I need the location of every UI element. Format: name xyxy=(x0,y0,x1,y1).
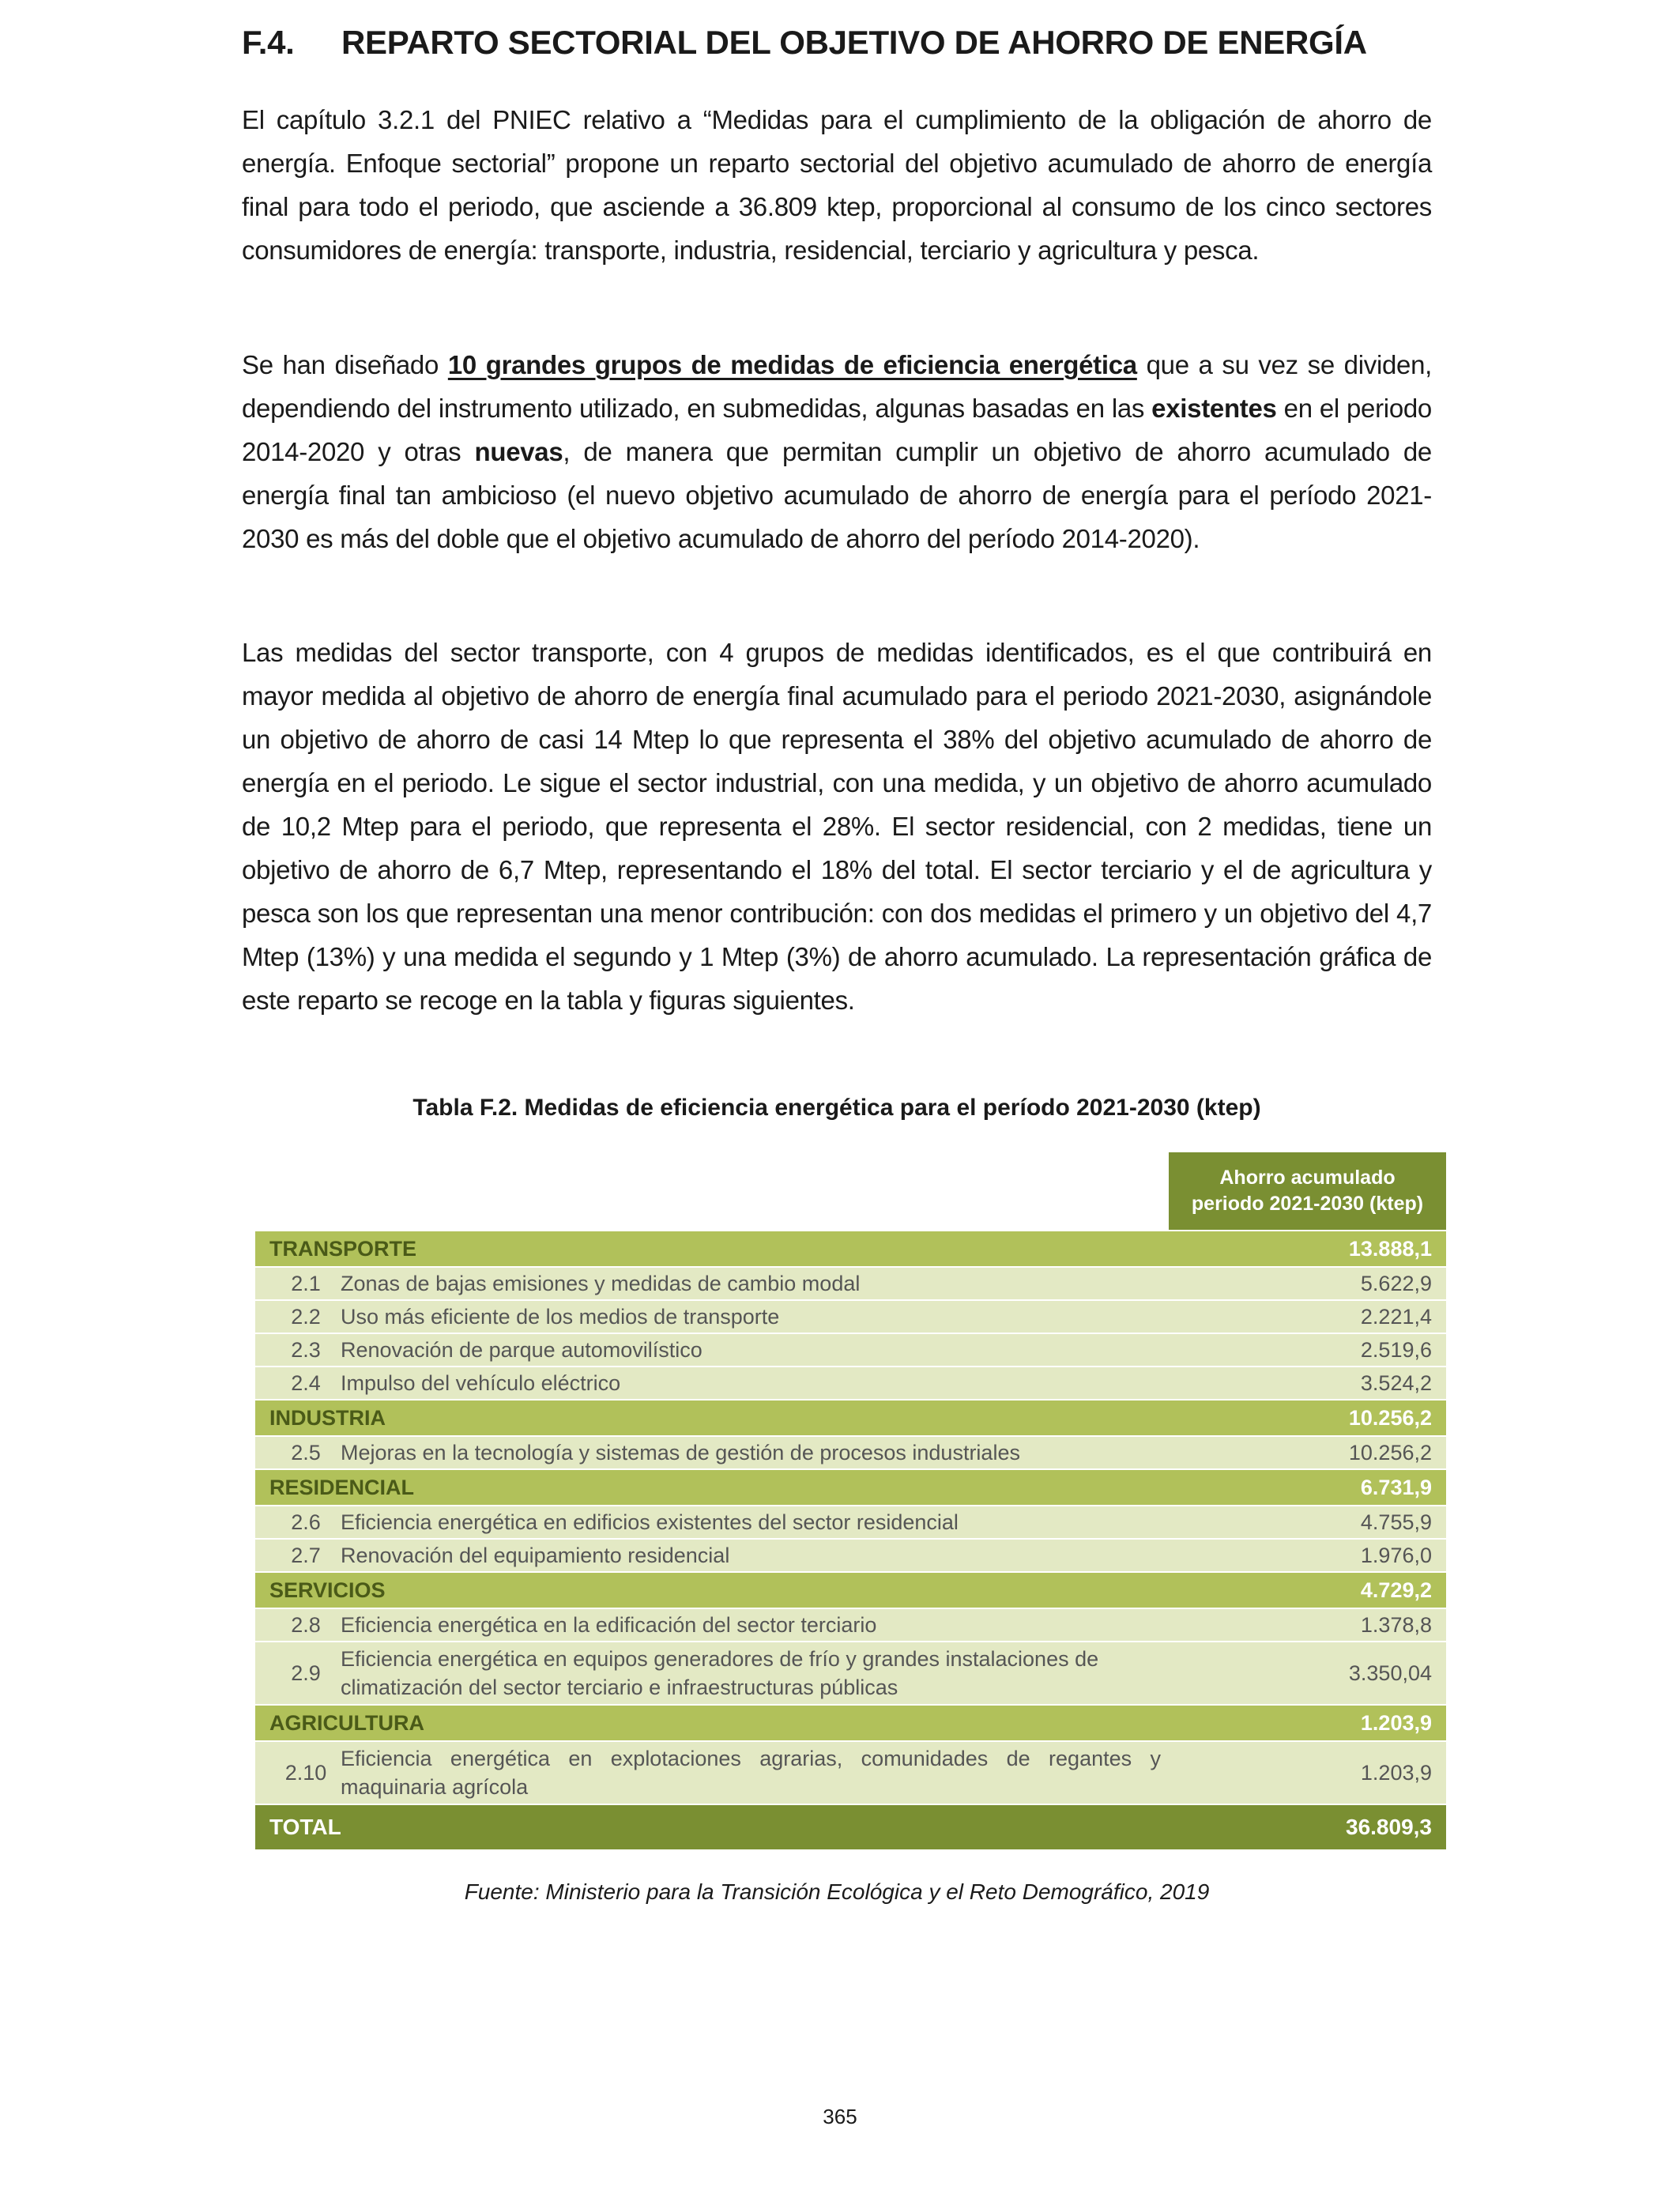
section-number: F.4. xyxy=(242,24,295,61)
table-source: Fuente: Ministerio para la Transición Ecológica y el Reto Demográfico, 2019 xyxy=(464,1879,1210,1904)
sector-row-industria xyxy=(255,1399,1446,1435)
measure-number: 2.6 xyxy=(291,1510,321,1534)
section-title: REPARTO SECTORIAL DEL OBJETIVO DE AHORRO DE ENERGÍA xyxy=(341,24,1367,61)
measure-value: 1.203,9 xyxy=(1360,1760,1432,1785)
total-row xyxy=(255,1804,1446,1849)
table-row xyxy=(255,1333,1446,1366)
measure-description: Renovación de parque automovilístico xyxy=(341,1338,703,1362)
measure-number: 2.2 xyxy=(291,1304,321,1329)
measure-value: 2.519,6 xyxy=(1360,1337,1432,1362)
measure-value: 5.622,9 xyxy=(1360,1271,1432,1295)
measure-value: 4.755,9 xyxy=(1360,1510,1432,1534)
sector-row-agricultura xyxy=(255,1704,1446,1740)
section-heading xyxy=(242,21,1443,65)
table-caption: Tabla F.2. Medidas de eficiencia energética para el período 2021-2030 (ktep) xyxy=(412,1095,1261,1121)
table-row xyxy=(255,1641,1446,1704)
sector-name: SERVICIOS xyxy=(269,1578,386,1602)
table-row xyxy=(255,1505,1446,1538)
column-header-line1: Ahorro acumulado xyxy=(1219,1167,1396,1189)
measure-description: Mejoras en la tecnología y sistemas de gestión de procesos industriales xyxy=(341,1441,1020,1465)
measure-description: Uso más eficiente de los medios de transporte xyxy=(341,1305,780,1329)
measure-number: 2.7 xyxy=(291,1543,321,1567)
total-label: TOTAL xyxy=(269,1815,341,1839)
measure-description: Eficiencia energética en edificios existentes del sector residencial xyxy=(341,1510,959,1534)
sector-row-servicios xyxy=(255,1571,1446,1608)
table-row xyxy=(255,1538,1446,1571)
sector-value: 4.729,2 xyxy=(1360,1578,1432,1602)
measure-number: 2.9 xyxy=(291,1661,321,1685)
total-value: 36.809,3 xyxy=(1346,1815,1432,1839)
sector-value: 13.888,1 xyxy=(1348,1236,1432,1261)
table-row xyxy=(255,1299,1446,1333)
measure-description: Zonas de bajas emisiones y medidas de cambio modal xyxy=(341,1272,861,1295)
table-row xyxy=(255,1740,1446,1804)
paragraph-text: , de manera que permitan cumplir un objetivo de ahorro acumulado de energía final tan ambicioso (el nuevo objetivo acumulado de ahorro de energía para el período 2021-2030 es más del doble que el objetivo acumulado de ahorro del período 2014-2020). xyxy=(242,437,1432,553)
measure-description: Impulso del vehículo eléctrico xyxy=(341,1371,621,1395)
measure-description: Eficiencia energética en la edificación del sector terciario xyxy=(341,1613,877,1637)
measure-number: 2.4 xyxy=(291,1370,321,1395)
measure-number: 2.5 xyxy=(291,1440,321,1465)
measure-number: 2.8 xyxy=(291,1612,321,1637)
table-row xyxy=(255,1435,1446,1468)
sector-name: INDUSTRIA xyxy=(269,1405,386,1430)
page-number: 365 xyxy=(823,2105,857,2128)
sector-name: AGRICULTURA xyxy=(269,1710,424,1735)
sector-name: TRANSPORTE xyxy=(269,1236,417,1261)
paragraph-measures xyxy=(242,343,1432,560)
measure-value: 10.256,2 xyxy=(1348,1440,1432,1465)
measure-value: 1.378,8 xyxy=(1360,1612,1432,1637)
measure-value: 3.524,2 xyxy=(1360,1370,1432,1395)
measure-description: Eficiencia energética en explotaciones agrarias, comunidades de regantes y maquinaria agrícola xyxy=(341,1747,1161,1799)
emphasis-measures: 10 grandes grupos de medidas de eficiencia energética xyxy=(447,350,1137,379)
measure-value: 1.976,0 xyxy=(1360,1543,1432,1567)
sector-value: 6.731,9 xyxy=(1360,1475,1432,1499)
table-row xyxy=(255,1266,1446,1299)
emphasis-existentes: existentes xyxy=(1151,394,1277,423)
measure-value: 2.221,4 xyxy=(1360,1304,1432,1329)
sector-row-transporte xyxy=(255,1230,1446,1266)
paragraph-text: Se han diseñado xyxy=(242,350,448,379)
table-header xyxy=(255,1152,1446,1230)
column-header-savings xyxy=(1169,1152,1446,1230)
emphasis-nuevas: nuevas xyxy=(474,437,563,466)
paragraph-text: en el periodo 2014-2020 y otras xyxy=(242,394,1432,466)
savings-table xyxy=(255,1152,1446,1849)
paragraph-text: que a su vez se dividen, dependiendo del instrumento utilizado, en submedidas, algunas basadas en las xyxy=(242,350,1433,423)
measure-value: 3.350,04 xyxy=(1348,1661,1432,1685)
table-row xyxy=(255,1608,1446,1641)
measure-description: Renovación del equipamiento residencial xyxy=(341,1544,730,1567)
measure-description: Eficiencia energética en equipos generadores de frío y grandes instalaciones de climatización del sector terciario e infraestructuras públicas xyxy=(341,1647,1099,1699)
measure-number: 2.3 xyxy=(291,1337,321,1362)
measure-number: 2.1 xyxy=(291,1271,321,1295)
sector-value: 1.203,9 xyxy=(1360,1710,1432,1735)
paragraph-intro: El capítulo 3.2.1 del PNIEC relativo a “Medidas para el cumplimiento de la obligación de ahorro de energía. Enfoque sectorial” propone un reparto sectorial del objetivo acumulado de ahorro de energía final para todo el periodo, que asciende a 36.809 ktep, proporcional al consumo de los cinco sectores consumidores de energía: transporte, industria, residencial, terciario y agricultura y pesca. xyxy=(242,105,1432,265)
sector-value: 10.256,2 xyxy=(1348,1405,1432,1430)
measure-number: 2.10 xyxy=(284,1760,327,1785)
sector-row-residencial xyxy=(255,1468,1446,1505)
column-header-line2: periodo 2021-2030 (ktep) xyxy=(1191,1193,1424,1215)
paragraph-sectors: Las medidas del sector transporte, con 4 grupos de medidas identificados, es el que contribuirá en mayor medida al objetivo de ahorro de energía final acumulado para el periodo 2021-2030, asignándole un objetivo de ahorro de casi 14 Mtep lo que representa el 38% del objetivo acumulado de ahorro de energía en el periodo. Le sigue el sector industrial, con una medida, y un objetivo de ahorro acumulado de 10,2 Mtep para el periodo, que representa el 28%. El sector residencial, con 2 medidas, tiene un objetivo de ahorro de 6,7 Mtep, representando el 18% del total. El sector terciario y el de agricultura y pesca son los que representan una menor contribución: con dos medidas el primero y un objetivo del 4,7 Mtep (13%) y una medida el segundo y 1 Mtep (3%) de ahorro acumulado. La representación gráfica de este reparto se recoge en la tabla y figuras siguientes. xyxy=(242,638,1432,1015)
sector-name: RESIDENCIAL xyxy=(269,1475,415,1499)
table-row xyxy=(255,1366,1446,1399)
